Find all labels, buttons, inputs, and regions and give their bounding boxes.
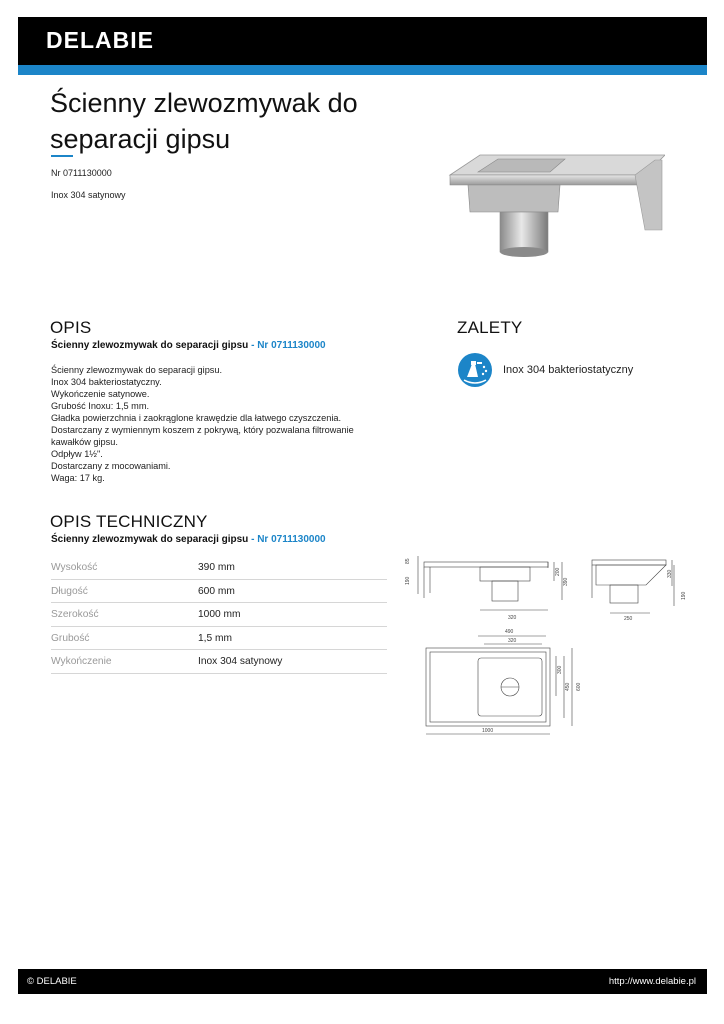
side-view — [592, 560, 687, 622]
header-bar — [18, 17, 707, 75]
dim-front-190: 190 — [405, 576, 411, 585]
tech-subheading — [51, 534, 326, 545]
product-number: Nr 0711130000 — [51, 168, 112, 178]
opis-subhead-nr: Nr 0711130000 — [257, 340, 326, 351]
dim-top-1000: 1000 — [482, 728, 494, 734]
table-row — [51, 580, 387, 604]
page-title-line1: Ścienny zlewozmywak do — [50, 88, 358, 118]
spec-key: Długość — [51, 585, 88, 597]
spec-key: Grubość — [51, 632, 90, 644]
product-finish: Inox 304 satynowy — [51, 190, 126, 200]
desc-line: Gładka powierzchnia i zaokrąglone krawędzie dla łatwego czyszczenia. — [51, 413, 342, 423]
spec-value: 600 mm — [198, 585, 235, 597]
desc-line: Ścienny zlewozmywak do separacji gipsu. — [51, 365, 223, 375]
spec-table — [51, 556, 387, 674]
dim-top-320: 320 — [508, 638, 517, 644]
spec-value: Inox 304 satynowy — [198, 656, 283, 667]
tech-subhead-nr: Nr 0711130000 — [257, 534, 326, 545]
desc-line: Waga: 17 kg. — [51, 473, 105, 483]
opis-description — [51, 364, 361, 484]
dim-front-390: 390 — [563, 577, 569, 586]
footer-bar — [18, 969, 707, 994]
tech-subhead-sep: - — [248, 534, 258, 545]
brand-logo[interactable]: DELABIE — [46, 27, 154, 53]
spec-key: Szerokość — [51, 609, 99, 620]
dim-side-330: 330 — [667, 569, 673, 578]
technical-drawing — [400, 548, 690, 738]
footer-url-link[interactable]: http://www.delabie.pl — [608, 976, 696, 987]
front-view — [405, 556, 569, 621]
dim-top-490: 490 — [505, 629, 514, 635]
spec-key: Wysokość — [51, 562, 98, 573]
desc-line: Dostarczany z mocowaniami. — [51, 461, 171, 471]
spec-value: 390 mm — [198, 562, 235, 573]
dim-top-600: 600 — [576, 682, 582, 691]
desc-line: Grubość Inoxu: 1,5 mm. — [51, 401, 150, 411]
product-image — [440, 150, 665, 260]
desc-line: Odpływ 1½". — [51, 449, 103, 459]
tech-subhead-name: Ścienny zlewozmywak do separacji gipsu — [51, 534, 249, 545]
dim-front-200: 200 — [555, 567, 561, 576]
zalety-heading: ZALETY — [457, 318, 523, 337]
top-view — [426, 629, 582, 734]
table-row — [51, 556, 387, 580]
opis-subhead-sep: - — [248, 340, 258, 351]
advantage-label: Inox 304 bakteriostatyczny — [503, 364, 634, 376]
dim-front-320: 320 — [508, 615, 517, 621]
dim-side-190: 190 — [681, 591, 687, 600]
dim-side-250: 250 — [624, 616, 633, 622]
table-row — [51, 603, 387, 627]
title-underline — [51, 155, 73, 157]
table-row — [51, 627, 387, 651]
dim-top-300: 300 — [557, 665, 563, 674]
page-title — [50, 85, 410, 157]
desc-line: Dostarczany z wymiennym koszem z pokrywą, który pozwalana filtrowanie — [51, 425, 354, 435]
desc-line: kawałków gipsu. — [51, 437, 118, 447]
spec-key: Wykończenie — [51, 656, 112, 667]
desc-line: Wykończenie satynowe. — [51, 389, 150, 399]
spec-value: 1000 mm — [198, 609, 241, 620]
dim-top-450: 450 — [565, 682, 571, 691]
dim-front-85: 85 — [405, 558, 411, 564]
opis-heading: OPIS — [50, 318, 92, 337]
desc-line: Inox 304 bakteriostatyczny. — [51, 377, 162, 387]
opis-subhead-name: Ścienny zlewozmywak do separacji gipsu — [51, 340, 249, 351]
bacteriostatic-icon — [458, 353, 492, 387]
opis-techniczny-heading: OPIS TECHNICZNY — [50, 512, 208, 531]
footer-copyright: © DELABIE — [27, 976, 77, 987]
page-title-line2: separacji gipsu — [50, 124, 231, 154]
opis-subheading — [51, 340, 326, 351]
table-row — [51, 650, 387, 674]
header-accent-stripe — [18, 65, 707, 75]
spec-value: 1,5 mm — [198, 632, 232, 644]
